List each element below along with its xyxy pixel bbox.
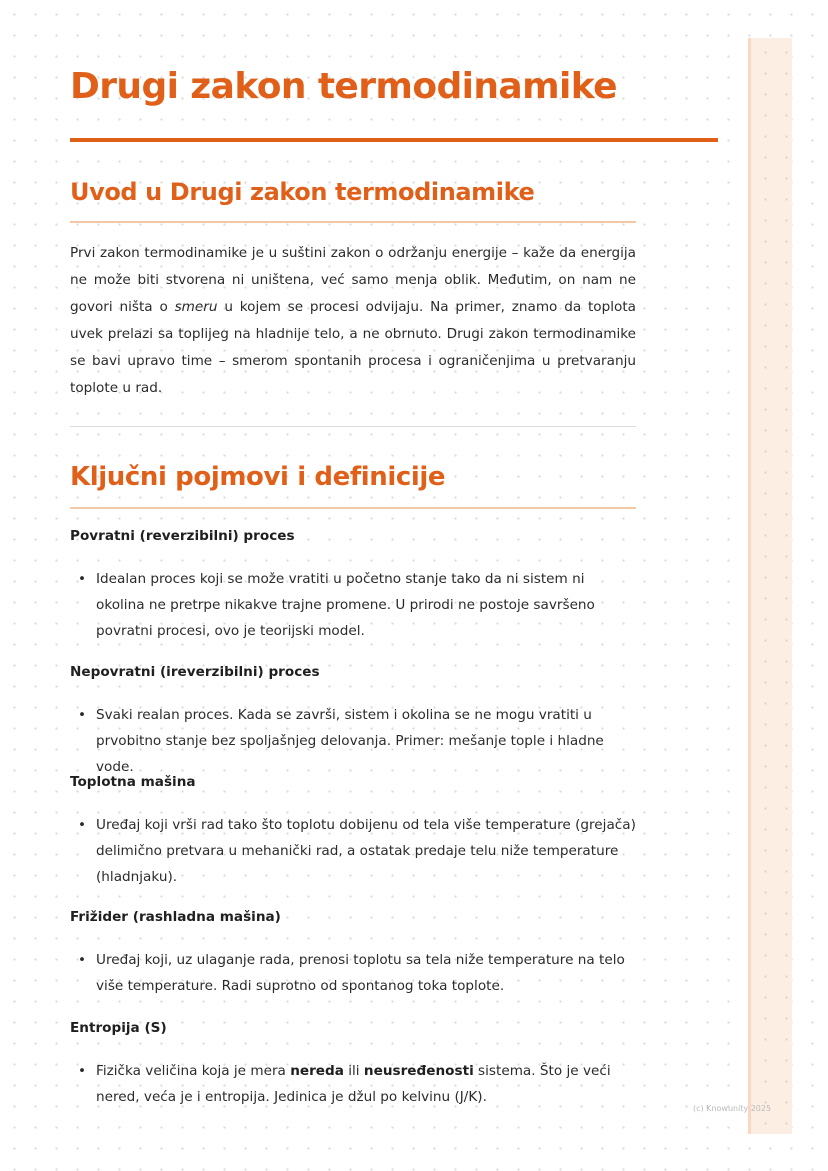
term-title-reversible: Povratni (reverzibilni) proces (70, 528, 295, 544)
section-rule-concepts (70, 507, 636, 509)
section-heading-intro: Uvod u Drugi zakon termodinamike (70, 178, 535, 206)
term-description-refrigerator (70, 947, 636, 999)
bullet-icon: • (78, 1063, 87, 1079)
intro-paragraph (70, 240, 636, 402)
term-description-entropy (70, 1058, 636, 1110)
term-description-irreversible (70, 702, 636, 780)
term-title-refrigerator: Frižider (rashladna mašina) (70, 909, 281, 925)
footer-copyright: (c) Knowunity 2025 (693, 1104, 772, 1113)
term-title-heat-engine: Toplotna mašina (70, 774, 196, 790)
term-description-reversible (70, 566, 636, 644)
intro-text-b: u kojem se procesi odvijaju. Na primer, znamo da toplota uvek prelazi sa toplijeg na hladnije telo, a ne obrnuto. Drugi zakon termodinamike se bavi upravo time – smerom spontanih procesa i ograničenjima u pretvaranju toplote u rad. (70, 299, 637, 396)
entropy-text-1: Fizička veličina koja je mera (96, 1063, 291, 1079)
section-divider (70, 426, 636, 427)
title-rule (70, 138, 718, 142)
bullet-icon: • (78, 817, 87, 833)
term-description-text (96, 1058, 636, 1110)
term-title-irreversible: Nepovratni (ireverzibilni) proces (70, 664, 320, 680)
term-description-heat-engine (70, 812, 636, 890)
section-rule-intro (70, 221, 636, 223)
section-heading-concepts: Ključni pojmovi i definicije (70, 462, 446, 492)
term-title-entropy: Entropija (S) (70, 1020, 167, 1036)
term-description-text: Svaki realan proces. Kada se završi, sistem i okolina se ne mogu vratiti u prvobitno stanje bez spoljašnjeg delovanja. Primer: mešanje tople i hladne vode. (96, 707, 604, 775)
bullet-icon: • (78, 952, 87, 968)
bullet-icon: • (78, 571, 87, 587)
entropy-keyword-disorder: nereda (290, 1063, 344, 1079)
term-description-text: Idealan proces koji se može vratiti u početno stanje tako da ni sistem ni okolina ne pretrpe nikakve trajne promene. U prirodi ne postoje savršeno povratni procesi, ovo je teorijski model. (96, 571, 595, 639)
bullet-icon: • (78, 707, 87, 723)
term-description-text: Uređaj koji vrši rad tako što toplotu dobijenu od tela više temperature (grejača) delimično pretvara u mehanički rad, a ostatak predaje telu niže temperature (hladnjaku). (96, 817, 636, 885)
entropy-text-2: ili (343, 1063, 364, 1079)
entropy-keyword-uncertainty: neusređenosti (363, 1063, 474, 1079)
term-description-text: Uređaj koji, uz ulaganje rada, prenosi toplotu sa tela niže temperature na telo više temperature. Radi suprotno od spontanog toka toplote. (96, 952, 625, 994)
entropy-text-3: sistema. Što je veći nered, veća je i entropija. Jedinica je džul po kelvinu (J/K). (96, 1063, 611, 1105)
page-title: Drugi zakon termodinamike (70, 66, 617, 107)
side-stripe (748, 38, 792, 1134)
intro-text-a: Prvi zakon termodinamike je u suštini zakon o održanju energije – kaže da energija ne može biti stvorena ni uništena, već samo menja oblik. Međutim, on nam ne govori ništa o (70, 245, 636, 315)
intro-text-emphasis: smeru (174, 299, 218, 315)
